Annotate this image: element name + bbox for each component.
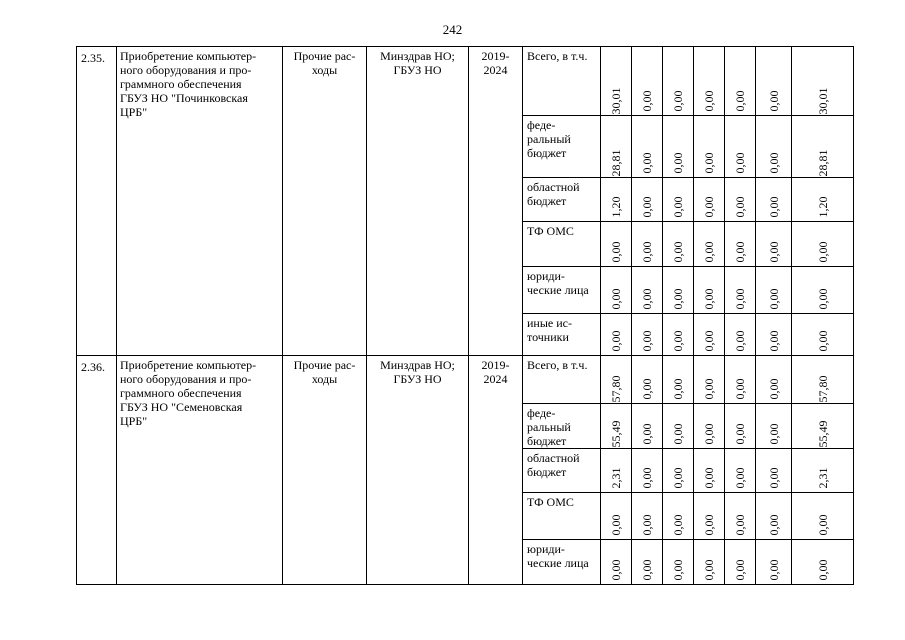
funding-source-label: Всего, в т.ч. [523,356,601,404]
value-cell: 0,00 [725,449,756,493]
value-cell: 57,80 [792,356,854,404]
value-cell: 0,00 [725,267,756,314]
value-cell: 0,00 [725,222,756,267]
value-cell: 0,00 [663,178,694,222]
funding-source-label: юриди- ческие лица [523,267,601,314]
value-cell: 1,20 [792,178,854,222]
funding-source-label: феде- ральный бюджет [523,404,601,449]
value-cell: 0,00 [601,314,632,356]
value-cell: 30,01 [792,47,854,116]
value-cell: 0,00 [756,267,792,314]
value-cell: 0,00 [792,540,854,585]
value-cell: 0,00 [663,356,694,404]
executor: Минздрав НО; ГБУЗ НО [367,356,469,585]
value-cell: 0,00 [694,356,725,404]
value-cell: 0,00 [694,493,725,540]
funding-source-label: юриди- ческие лица [523,540,601,585]
value-cell: 0,00 [663,449,694,493]
value-cell: 0,00 [632,267,663,314]
years: 2019- 2024 [469,47,523,356]
value-cell: 0,00 [632,449,663,493]
value-cell: 0,00 [632,314,663,356]
value-cell: 0,00 [632,178,663,222]
funding-source-label: иные ис- точники [523,314,601,356]
value-cell: 0,00 [601,493,632,540]
value-cell: 28,81 [792,116,854,178]
value-cell: 0,00 [632,540,663,585]
value-cell: 0,00 [792,222,854,267]
value-cell: 0,00 [792,267,854,314]
value-cell: 0,00 [725,314,756,356]
value-cell: 0,00 [632,493,663,540]
value-cell: 2,31 [792,449,854,493]
value-cell: 0,00 [694,314,725,356]
value-cell: 0,00 [756,222,792,267]
value-cell: 0,00 [725,116,756,178]
page-number: 242 [442,22,463,37]
value-cell: 0,00 [632,222,663,267]
value-cell: 0,00 [756,314,792,356]
value-cell: 0,00 [663,540,694,585]
value-cell: 0,00 [663,493,694,540]
value-cell: 0,00 [663,116,694,178]
value-cell: 55,49 [792,404,854,449]
value-cell: 0,00 [663,47,694,116]
value-cell: 0,00 [694,178,725,222]
value-cell: 2,31 [601,449,632,493]
value-cell: 0,00 [756,178,792,222]
value-cell: 55,49 [601,404,632,449]
value-cell: 0,00 [663,404,694,449]
value-cell: 0,00 [694,267,725,314]
value-cell: 0,00 [756,540,792,585]
value-cell: 0,00 [601,222,632,267]
funding-source-label: Всего, в т.ч. [523,47,601,116]
row-number: 2.35. [77,47,117,356]
value-cell: 0,00 [663,222,694,267]
value-cell: 0,00 [756,404,792,449]
value-cell: 57,80 [601,356,632,404]
value-cell: 0,00 [694,47,725,116]
value-cell: 0,00 [756,356,792,404]
funding-source-label: ТФ ОМС [523,222,601,267]
value-cell: 0,00 [725,356,756,404]
value-cell: 0,00 [663,267,694,314]
value-cell: 0,00 [756,116,792,178]
expense-type: Прочие рас- ходы [283,47,367,356]
value-cell: 0,00 [756,449,792,493]
value-cell: 0,00 [792,314,854,356]
value-cell: 0,00 [725,540,756,585]
funding-source-label: феде- ральный бюджет [523,116,601,178]
value-cell: 0,00 [792,493,854,540]
value-cell: 0,00 [632,404,663,449]
program-table [76,46,854,585]
value-cell: 0,00 [694,222,725,267]
value-cell: 0,00 [694,404,725,449]
table-row [77,356,854,404]
value-cell: 0,00 [632,356,663,404]
measure-name: Приобретение компьютер- ного оборудования и про- граммного обеспечения ГБУЗ НО "Семеновская ЦРБ" [117,356,283,585]
funding-source-label: ТФ ОМС [523,493,601,540]
funding-source-label: областной бюджет [523,178,601,222]
measure-name: Приобретение компьютер- ного оборудования и про- граммного обеспечения ГБУЗ НО "Починковская ЦРБ" [117,47,283,356]
table-row [77,47,854,116]
executor: Минздрав НО; ГБУЗ НО [367,47,469,356]
expense-type: Прочие рас- ходы [283,356,367,585]
value-cell: 0,00 [756,493,792,540]
value-cell: 0,00 [632,47,663,116]
value-cell: 1,20 [601,178,632,222]
value-cell: 0,00 [694,116,725,178]
value-cell: 30,01 [601,47,632,116]
value-cell: 0,00 [694,449,725,493]
value-cell: 28,81 [601,116,632,178]
value-cell: 0,00 [663,314,694,356]
row-number: 2.36. [77,356,117,585]
value-cell: 0,00 [601,540,632,585]
value-cell: 0,00 [725,493,756,540]
value-cell: 0,00 [725,404,756,449]
value-cell: 0,00 [756,47,792,116]
value-cell: 0,00 [601,267,632,314]
value-cell: 0,00 [632,116,663,178]
value-cell: 0,00 [725,47,756,116]
funding-source-label: областной бюджет [523,449,601,493]
value-cell: 0,00 [725,178,756,222]
value-cell: 0,00 [694,540,725,585]
years: 2019- 2024 [469,356,523,585]
